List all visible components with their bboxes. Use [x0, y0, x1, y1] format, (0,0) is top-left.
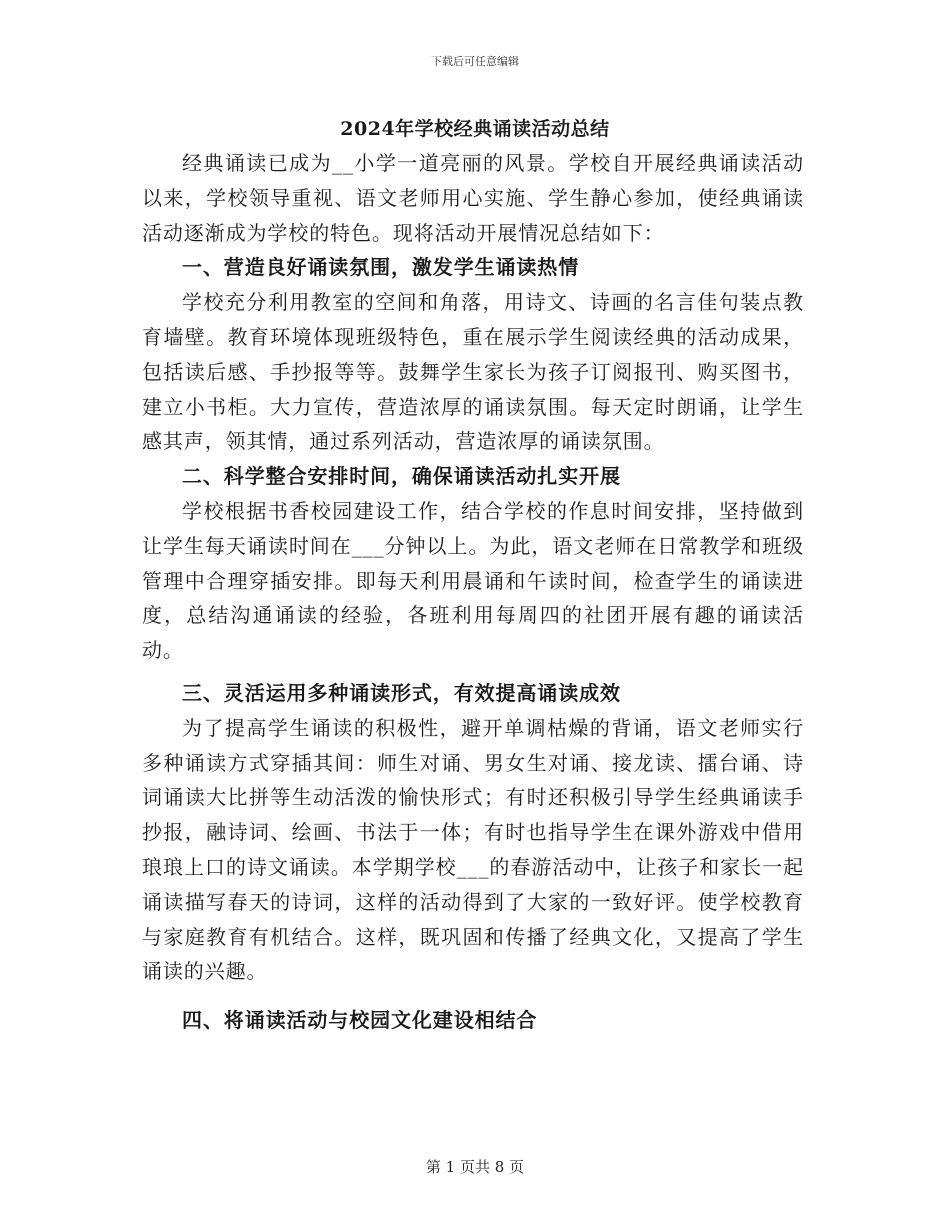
- section-body-3: 为了提高学生诵读的积极性，避开单调枯燥的背诵，语文老师实行多种诵读方式穿插其间：师生对诵、男女生对诵、接龙读、擂台诵、诗词诵读大比拼等生动活泼的愉快形式；有时还积极引导学生经典诵读手抄报，融诗词、绘画、书法于一体；有时也指导学生在课外游戏中借用琅琅上口的诗文诵读。本学期学校___的春游活动中，让孩子和家长一起诵读描写春天的诗词，这样的活动得到了大家的一致好评。使学校教育与家庭教育有机结合。这样，既巩固和传播了经典文化，又提高了学生诵读的兴趣。: [142, 715, 804, 984]
- section-heading-2: 二、科学整合安排时间，确保诵读活动扎实开展: [182, 464, 621, 489]
- intro-paragraph: 经典诵读已成为__小学一道亮丽的风景。学校自开展经典诵读活动以来，学校领导重视、语文老师用心实施、学生静心参加，使经典诵读活动逐渐成为学校的特色。现将活动开展情况总结如下：: [142, 151, 804, 245]
- section-heading-4: 四、将诵读活动与校园文化建设相结合: [182, 1008, 538, 1033]
- header-note: 下载后可任意编辑: [431, 55, 519, 68]
- page-number: 第 1 页共 8 页: [425, 1158, 525, 1176]
- section-heading-3: 三、灵活运用多种诵读形式，有效提高诵读成效: [182, 680, 621, 705]
- document-title: 2024年学校经典诵读活动总结: [340, 118, 610, 140]
- document-body: [142, 146, 804, 1038]
- section-heading-1: 一、营造良好诵读氛围，激发学生诵读热情: [182, 255, 580, 280]
- section-body-1: 学校充分利用教室的空间和角落，用诗文、诗画的名言佳句装点教育墙壁。教育环境体现班级特色，重在展示学生阅读经典的活动成果，包括读后感、手抄报等等。鼓舞学生家长为孩子订阅报刊、购买图书，建立小书柜。大力宣传，营造浓厚的诵读氛围。每天定时朗诵，让学生感其声，领其情，通过系列活动，营造浓厚的诵读氛围。: [142, 290, 804, 454]
- section-body-2: 学校根据书香校园建设工作，结合学校的作息时间安排，坚持做到让学生每天诵读时间在___分钟以上。为此，语文老师在日常教学和班级管理中合理穿插安排。即每天利用晨诵和午读时间，检查学生的诵读进度，总结沟通诵读的经验，各班利用每周四的社团开展有趣的诵读活动。: [142, 498, 804, 663]
